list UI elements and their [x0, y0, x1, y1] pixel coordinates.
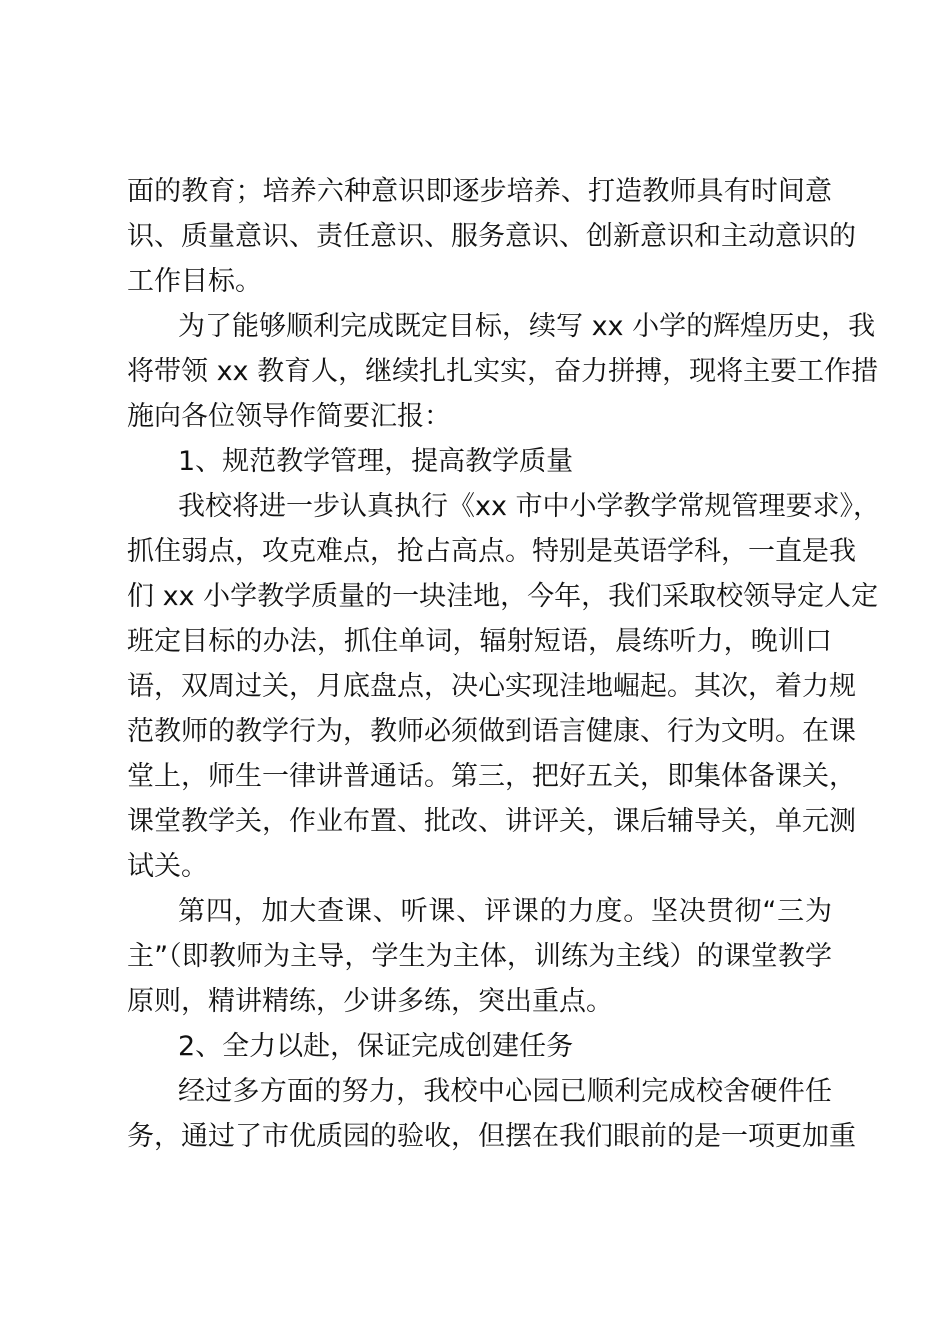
- paragraph-line: 范教师的教学行为，教师必须做到语言健康、行为文明。在课: [127, 716, 856, 747]
- paragraph-line: 面的教育；培养六种意识即逐步培养、打造教师具有时间意: [127, 176, 832, 207]
- section-heading: 1、规范教学管理，提高教学质量: [178, 446, 574, 477]
- paragraph-line: 主”（即教师为主导，学生为主体，训练为主线）的课堂教学: [127, 941, 832, 972]
- paragraph-line: 试关。: [127, 851, 208, 882]
- paragraph-line: 为了能够顺利完成既定目标，续写 xx 小学的辉煌历史，我: [178, 311, 876, 342]
- paragraph-line: 将带领 xx 教育人，继续扎扎实实，奋力拼搏，现将主要工作措: [127, 356, 879, 387]
- paragraph-line: 第四，加大查课、听课、评课的力度。坚决贯彻“三为: [178, 896, 832, 927]
- paragraph-line: 工作目标。: [127, 266, 262, 297]
- paragraph-line: 经过多方面的努力，我校中心园已顺利完成校舍硬件任: [178, 1076, 832, 1107]
- paragraph-line: 语，双周过关，月底盘点，决心实现洼地崛起。其次，着力规: [127, 671, 856, 702]
- section-heading: 2、全力以赴，保证完成创建任务: [178, 1031, 574, 1062]
- paragraph-line: 课堂教学关，作业布置、批改、讲评关，课后辅导关，单元测: [127, 806, 856, 837]
- paragraph-line: 识、质量意识、责任意识、服务意识、创新意识和主动意识的: [127, 221, 856, 252]
- paragraph-line: 堂上，师生一律讲普通话。第三，把好五关，即集体备课关，: [127, 761, 856, 792]
- paragraph-line: 抓住弱点，攻克难点，抢占高点。特别是英语学科，一直是我: [127, 536, 856, 567]
- paragraph-line: 务，通过了市优质园的验收，但摆在我们眼前的是一项更加重: [127, 1121, 856, 1152]
- paragraph-line: 原则，精讲精练，少讲多练，突出重点。: [127, 986, 613, 1017]
- paragraph-line: 班定目标的办法，抓住单词，辐射短语，晨练听力，晚训口: [127, 626, 832, 657]
- paragraph-line: 我校将进一步认真执行《xx 市中小学教学常规管理要求》，: [178, 491, 881, 522]
- paragraph-line: 施向各位领导作简要汇报：: [127, 401, 451, 432]
- paragraph-line: 们 xx 小学教学质量的一块洼地，今年，我们采取校领导定人定: [127, 581, 879, 612]
